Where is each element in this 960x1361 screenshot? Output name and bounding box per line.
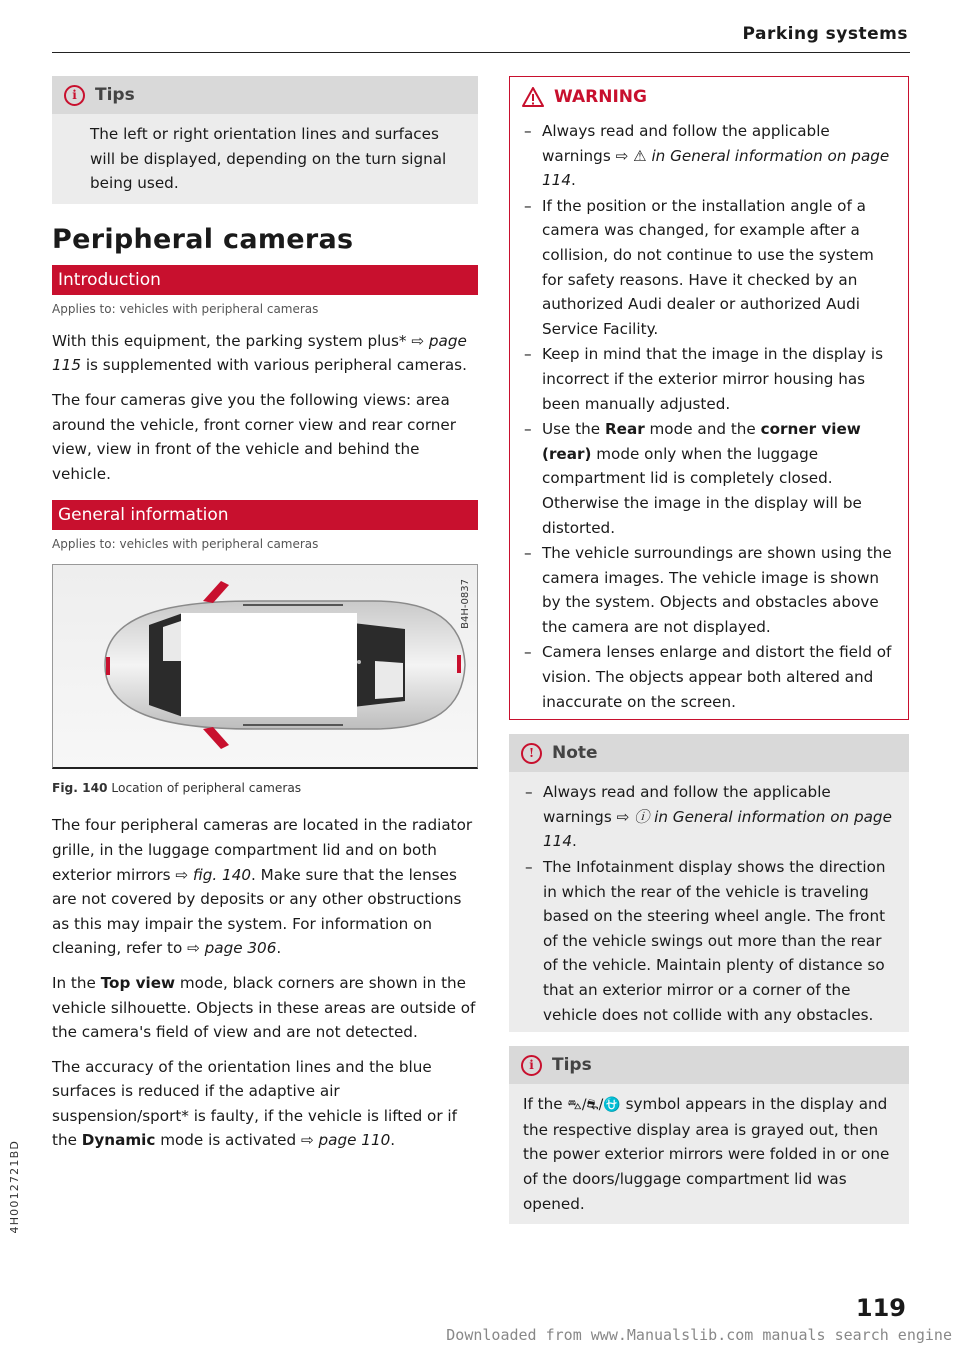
note-box <box>509 734 909 1032</box>
document-code: 4H0012721BD <box>8 1140 21 1234</box>
warning-item: – Use the Rear mode and the corner view (rear) mode only when the luggage compartment lid is completely closed. Otherwise the image in the display will be distorted. <box>522 417 896 540</box>
page-ref-link[interactable]: ⇨ ⚠ in General information on page 114 <box>542 146 890 190</box>
warning-box <box>509 76 909 720</box>
tips-box <box>52 76 478 204</box>
figure-caption: Fig. 140 Location of peripheral cameras <box>52 781 302 796</box>
warning-heading: WARNING <box>510 77 908 117</box>
page-number: 119 <box>855 1294 906 1322</box>
intro-applies: Applies to: vehicles with peripheral cameras <box>52 301 319 316</box>
left-column <box>52 76 478 1163</box>
page-ref-link[interactable]: ⇨ ⓘ in General information on page 114 <box>543 807 892 851</box>
intro-heading: Introduction <box>52 265 478 295</box>
general-paragraph-3: The accuracy of the orientation lines and the blue surfaces is reduced if the adaptive air suspension/sport* is faulty, if the vehicle is lifted or if the Dynamic mode is activated ⇨ page 110. <box>52 1057 457 1150</box>
section-title: Peripheral cameras <box>52 223 354 255</box>
intro-paragraph-2: The four cameras give you the following views: area around the vehicle, front corner view and rear corner view, view in front of the vehicle and behind the vehicle. <box>52 390 457 483</box>
warning-item: – If the position or the installation angle of a camera was changed, for example after a collision, do not continue to use the system for safety reasons. Have it checked by an authorized Audi dealer or authorized Audi Service Facility. <box>522 194 896 342</box>
tips-heading: i Tips <box>52 76 478 114</box>
note-item: – Always read and follow the applicable warnings ⇨ ⓘ in General information on page 114. <box>523 780 895 854</box>
mirror-door-symbols-icon: ⛍/⛐/⛎ <box>567 1097 621 1114</box>
general-heading: General information <box>52 500 478 530</box>
intro-paragraph-1: With this equipment, the parking system plus* ⇨ page 115 is supplemented with various peripheral cameras. <box>52 331 467 375</box>
info-icon: i <box>64 85 85 106</box>
tips-text: The left or right orientation lines and surfaces will be displayed, depending on the turn signal being used. <box>90 125 447 193</box>
caution-icon: ! <box>521 743 542 764</box>
warning-triangle-icon <box>522 87 544 107</box>
fig-ref-link[interactable]: ⇨ fig. 140 <box>175 865 252 884</box>
note-item: – The Infotainment display shows the direction in which the rear of the vehicle is traveling based on the steering wheel angle. The front of the vehicle swings out more than the rear of the vehicle. Maintain plenty of distance so that an exterior mirror or a corner of the vehicle does not collide with any obstacles. <box>523 855 895 1027</box>
general-applies: Applies to: vehicles with peripheral cameras <box>52 537 319 552</box>
info-icon: i <box>521 1055 542 1076</box>
warning-item: – Always read and follow the applicable warnings ⇨ ⚠ in General information on page 114. <box>522 119 896 193</box>
page-ref-link[interactable]: ⇨ page 306 <box>187 939 277 958</box>
tips-box-right <box>509 1046 909 1224</box>
page-ref-link[interactable]: ⇨ page 115 <box>52 331 467 375</box>
tips-text: If the ⛍/⛐/⛎ symbol appears in the display and the respective display area is grayed out, then the power exterior mirrors were folded in or one of the doors/luggage compartment lid was opened. <box>523 1095 890 1213</box>
general-paragraph-2: In the Top view mode, black corners are shown in the vehicle silhouette. Objects in these areas are outside of the camera's field of view and are not detected. <box>52 973 476 1042</box>
watermark: Downloaded from www.Manualslib.com manuals search engine <box>446 1326 952 1344</box>
figure-code: B4H-0837 <box>460 579 471 630</box>
running-header: Parking systems <box>742 24 908 44</box>
general-paragraph-1: The four peripheral cameras are located in the radiator grille, in the luggage compartment lid and on both exterior mirrors ⇨ fig. 140. Make sure that the lenses are not covered by deposits or any other obstructions as this may impair the system. For information on cleaning, refer to ⇨ page 306. <box>52 816 473 958</box>
car-top-view-illustration <box>53 565 477 766</box>
page-ref-link[interactable]: ⇨ page 110 <box>300 1131 391 1150</box>
warning-item: – The vehicle surroundings are shown using the camera images. The vehicle image is shown by the system. Objects and obstacles above the camera are not displayed. <box>522 541 896 639</box>
header-rule <box>52 52 910 53</box>
note-heading: ! Note <box>509 734 909 772</box>
warning-item: – Keep in mind that the image in the display is incorrect if the exterior mirror housing has been manually adjusted. <box>522 342 896 416</box>
warning-item: – Camera lenses enlarge and distort the field of vision. The objects appear both altered and inaccurate on the screen. <box>522 640 896 714</box>
figure-140 <box>52 564 478 769</box>
right-column <box>509 76 909 1224</box>
tips-heading: i Tips <box>509 1046 909 1084</box>
